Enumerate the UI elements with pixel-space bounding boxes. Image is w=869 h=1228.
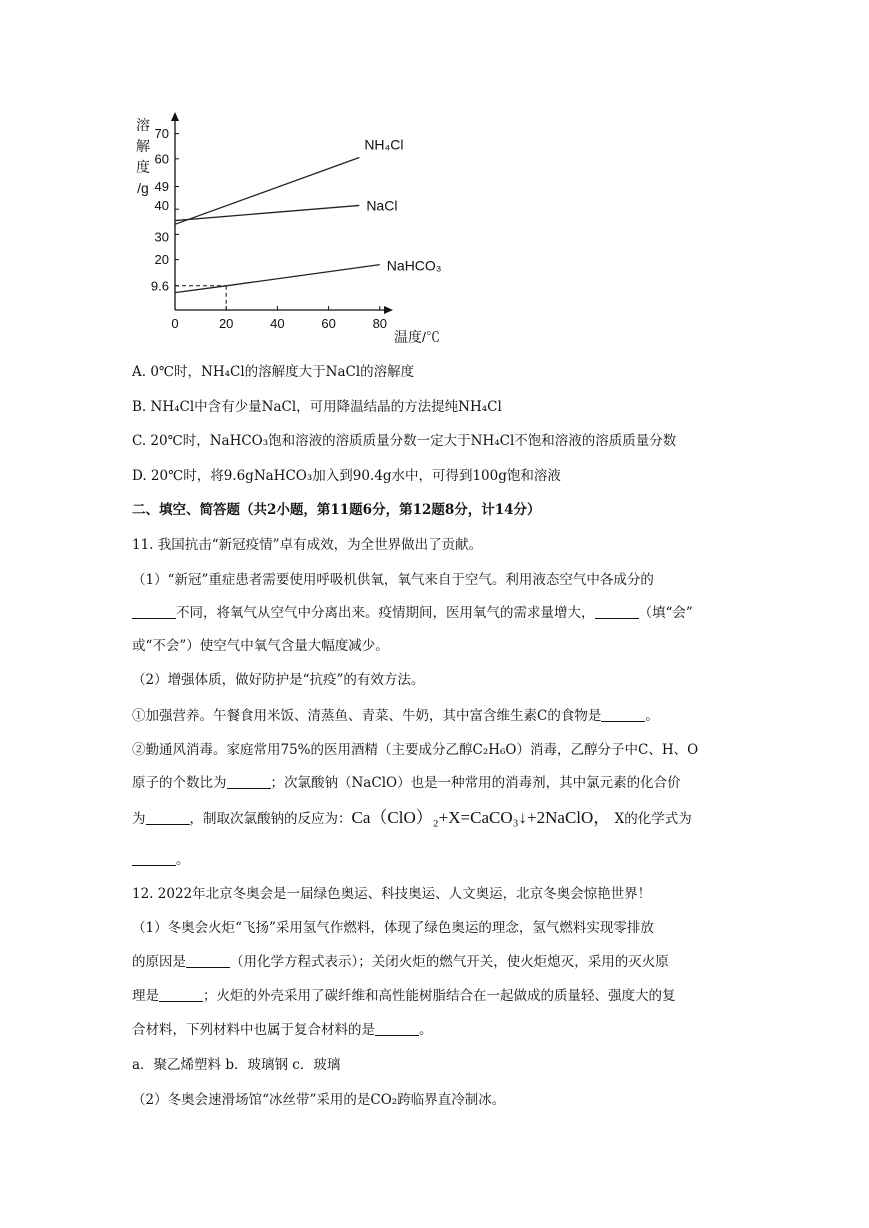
y-tick-label: 49 <box>154 179 169 195</box>
y-tick-label: 20 <box>154 252 169 268</box>
answer-blank[interactable] <box>595 604 639 619</box>
y-axis-label: 度 <box>136 159 150 175</box>
q12-part1-line3: 理是 ；火炬的外壳采用了碳纤维和高性能树脂结合在一起做成的质量轻、强度大的复 <box>132 988 676 1004</box>
q11-part1-line2: 不同，将氧气从空气中分离出来。疫情期间，医用氧气的需求量增大， （填“会” <box>132 603 693 623</box>
q11-part1-line1: （1）“新冠”重症患者需要使用呼吸机供氧，氧气来自于空气。利用液态空气中各成分的 <box>132 572 654 588</box>
x-tick-label: 0 <box>171 316 179 331</box>
answer-blank[interactable] <box>132 851 176 866</box>
q11-part2-2-line4: 。 <box>132 850 190 870</box>
y-tick-label: 9.6 <box>150 278 169 294</box>
y-axis-label: 解 <box>136 138 150 154</box>
answer-blank[interactable] <box>132 604 176 619</box>
x-tick-label: 20 <box>218 316 234 331</box>
y-tick-label: 40 <box>154 198 169 214</box>
x-tick-label: 80 <box>372 316 388 331</box>
answer-blank[interactable] <box>159 987 203 1002</box>
q11-part1-line3: 或“不会”）使空气中氧气含量大幅度减少。 <box>132 638 389 654</box>
y-axis-label: 溶 <box>136 117 150 133</box>
y-tick-label: 70 <box>154 126 169 142</box>
series-label: NaCl <box>366 197 398 214</box>
solubility-chart-svg <box>125 108 455 353</box>
option-c: C. 20℃时，NaHCO₃饱和溶液的溶质质量分数一定大于NH₄Cl不饱和溶液的溶质质量分数 <box>132 433 677 449</box>
series-label: NH₄Cl <box>364 136 404 153</box>
y-axis-label: /g <box>137 180 149 196</box>
series-line-2 <box>175 205 359 220</box>
q12-choices: a．聚乙烯塑料 b．玻璃钢 c．玻璃 <box>132 1057 341 1073</box>
x-tick-label: 60 <box>321 316 336 331</box>
reaction-formula: Ca（ClO）₂+X=CaCO₃↓+2NaClO， <box>351 808 611 827</box>
y-axis-arrow-icon <box>171 112 179 121</box>
option-b: B. NH₄Cl中含有少量NaCl，可用降温结晶的方法提纯NH₄Cl <box>132 399 502 415</box>
option-d: D. 20℃时，将9.6gNaHCO₃加入到90.4g水中，可得到100g饱和溶液 <box>132 468 561 484</box>
y-tick-label: 60 <box>154 151 169 167</box>
series-line-3 <box>175 265 380 293</box>
q11-part2-2-line3: 为 ，制取次氯酸钠的反应为：Ca（ClO）₂+X=CaCO₃↓+2NaClO， X的化学式为 <box>132 808 692 827</box>
q12-stem: 12. 2022年北京冬奥会是一届绿色奥运、科技奥运、人文奥运，北京冬奥会惊艳世界！ <box>132 886 652 902</box>
q11-part2-2-line1: ②勤通风消毒。家庭常用75%的医用酒精（主要成分乙醇C₂H₆O）消毒，乙醇分子中C、H、O <box>132 742 699 758</box>
q12-part1-line2: 的原因是 （用化学方程式表示）；关闭火炬的燃气开关，使火炬熄灭，采用的灭火原 <box>132 954 669 970</box>
answer-blank[interactable] <box>146 810 190 825</box>
answer-blank[interactable] <box>601 707 645 722</box>
q11-part2-2-line2: 原子的个数比为 ；次氯酸钠（NaClO）也是一种常用的消毒剂，其中氯元素的化合价 <box>132 775 681 791</box>
y-tick-label: 30 <box>154 229 169 245</box>
q12-part1-line4: 合材料，下列材料中也属于复合材料的是 。 <box>132 1022 433 1038</box>
q12-part1-line1: （1）冬奥会火炬“飞扬”采用氢气作燃料，体现了绿色奥运的理念，氢气燃料实现零排放 <box>132 920 654 936</box>
x-axis-arrow-icon <box>384 306 393 314</box>
answer-blank[interactable] <box>375 1021 419 1036</box>
x-tick-label: 40 <box>270 316 285 331</box>
q11-stem: 11. 我国抗击“新冠疫情”卓有成效，为全世界做出了贡献。 <box>132 537 483 553</box>
series-label: NaHCO₃ <box>386 257 442 274</box>
q11-part2: （2）增强体质，做好防护是“抗疫”的有效方法。 <box>132 672 425 688</box>
q12-part2: （2）冬奥会速滑场馆“冰丝带”采用的是CO₂跨临界直冷制冰。 <box>132 1092 506 1108</box>
section-heading: 二、填空、简答题（共2小题，第11题6分，第12题8分，计14分） <box>132 502 541 518</box>
q11-part2-1: ①加强营养。午餐食用米饭、清蒸鱼、青菜、牛奶，其中富含维生素C的食物是 。 <box>132 708 659 724</box>
x-axis-label: 温度/℃ <box>394 329 440 345</box>
option-a: A. 0℃时，NH₄Cl的溶解度大于NaCl的溶解度 <box>132 364 415 380</box>
answer-blank[interactable] <box>227 774 271 789</box>
solubility-chart <box>125 108 455 353</box>
series-line-1 <box>175 158 359 225</box>
answer-blank[interactable] <box>186 953 230 968</box>
